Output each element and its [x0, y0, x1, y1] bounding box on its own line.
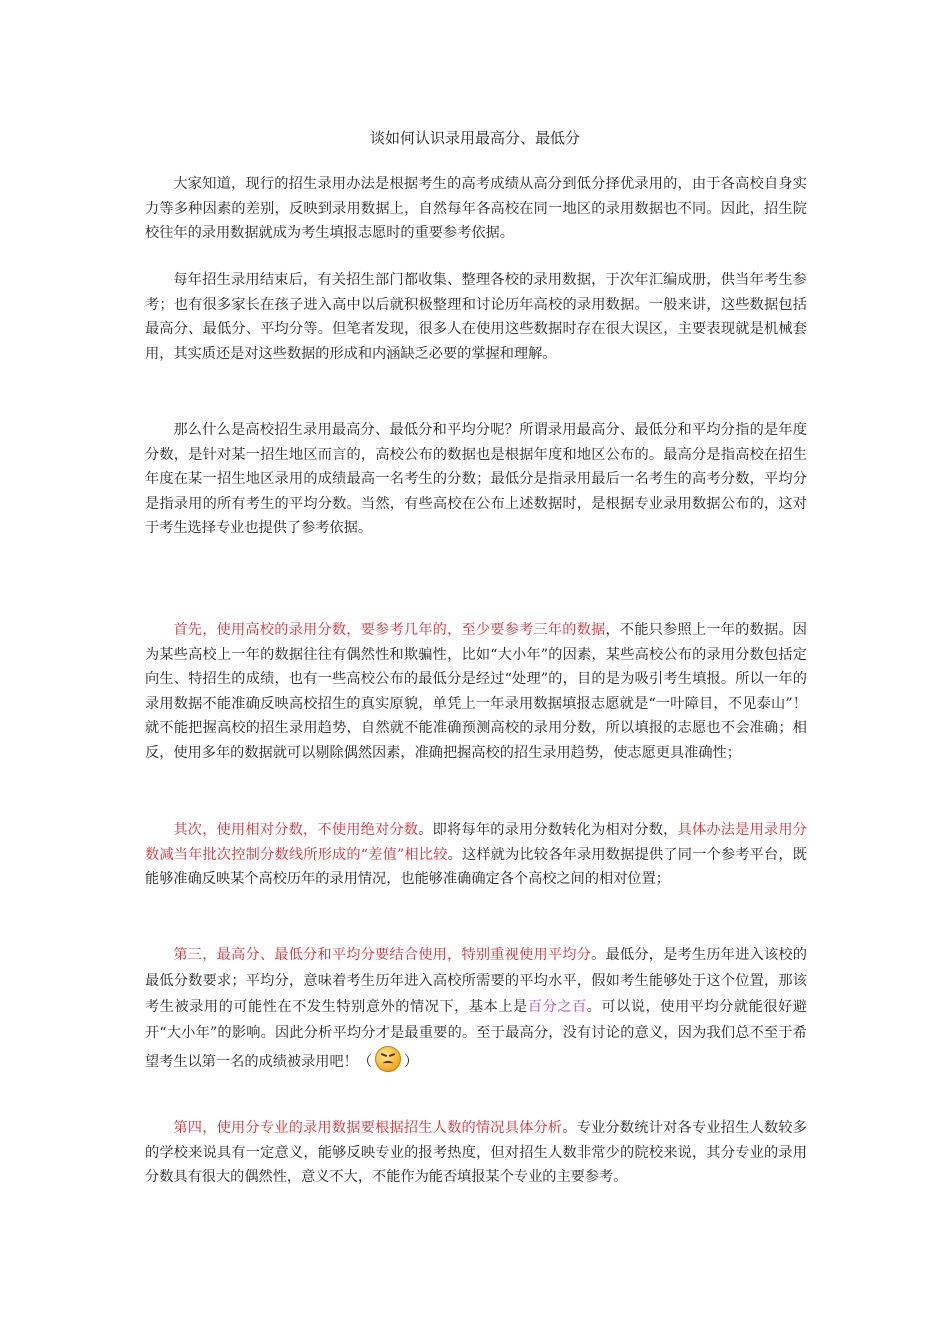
paragraph-definitions: 那么什么是高校招生录用最高分、最低分和平均分呢？所谓录用最高分、最低分和平均分指的是年度分数，是针对某一招生地区而言的，高校公布的数据也是根据年度和地区公布的。最高分是指高校在招生年度在某一招生地区录用的成绩最高一名考生的分数；最低分是指录用最后一名考生的高考分数，平均分是指录用的所有考生的平均分数。当然，有些高校在公布上述数据时，是根据专业录用数据公布的，这对于考生选择专业也提供了参考依据。	[145, 422, 807, 536]
point-three-body-c: ）	[404, 1054, 419, 1070]
point-three-body-b: 。可以说，使用平均分就能很好避开“大小年”的影响。因此分析平均分才是最重要的。至于最高分，没有讨论的意义，因为我们总不至于希望考生以第一名的成绩被录用吧！（	[145, 999, 807, 1070]
point-one-heading: 首先，使用高校的录用分数，要参考几年的，至少要参考三年的数据	[173, 622, 606, 638]
paragraph-point-four	[145, 1116, 807, 1190]
point-two-body-a: 。即将每年的录用分数转化为相对分数，	[418, 822, 678, 838]
point-four-heading: 第四，使用分专业的录用数据要根据招生人数的情况具体分析	[173, 1120, 563, 1136]
paragraph-point-two	[145, 818, 807, 892]
paragraph-data-usage: 每年招生录用结束后，有关招生部门都收集、整理各校的录用数据，于次年汇编成册，供当年考生参考；也有很多家长在孩子进入高中以后就积极整理和讨论历年高校的录用数据。一般来讲，这些数据包括最高分、最低分、平均分等。但笔者发现，很多人在使用这些数据时存在很大误区，主要表现就是机械套用，其实质还是对这些数据的形成和内涵缺乏必要的掌握和理解。	[145, 272, 807, 362]
point-three-heading: 第三，最高分、最低分和平均分要结合使用，特别重视使用平均分	[173, 947, 592, 963]
point-two-heading: 其次，使用相对分数，不使用绝对分数	[173, 822, 419, 838]
paragraph-point-three	[145, 942, 807, 1075]
point-one-body: ，不能只参照上一年的数据。因为某些高校上一年的数据往往有偶然性和欺骗性，比如“大小年”的因素，某些高校公布的录用分数包括定向生、特招生的成绩，也有一些高校公布的最低分是经过“处理”的，目的是为吸引考生填报。所以一年的录用数据不能准确反映高校招生的真实原貌，单凭上一年录用数据填报志愿就是“一叶障目，不见泰山”！就不能把握高校的招生录用趋势，自然就不能准确预测高校的录用分数，所以填报的志愿也不会准确；相反，使用多年的数据就可以剔除偶然因素，准确把握高校的招生录用趋势，使志愿更具准确性；	[145, 622, 807, 761]
point-three-highlight: 百分之百	[527, 999, 587, 1015]
point-three-body-a: 。最低分，是考生历年进入该校的最低分数要求；平均分，意味着考生历年进入高校所需要的平均水平，假如考生能够处于这个位置，那该考生被录用的可能性在不发生特别意外的情况下，基本上是	[145, 947, 807, 1015]
page-title: 谈如何认识录用最高分、最低分	[369, 129, 580, 147]
paragraph-point-one	[145, 618, 807, 765]
paragraph-intro: 大家知道，现行的招生录用办法是根据考生的高考成绩从高分到低分择优录用的，由于各高校自身实力等多种因素的差别，反映到录用数据上，自然每年各高校在同一地区的录用数据也不同。因此，招生院校往年的录用数据就成为考生填报志愿时的重要参考依据。	[145, 176, 807, 241]
point-two-method: 具体办法是用录用分数减当年批次控制分数线所形成的“差值”相比较	[145, 822, 807, 863]
grinning-face-icon	[375, 1046, 401, 1072]
point-four-body: 。专业分数统计对各专业招生人数较多的学校来说具有一定意义，能够反映专业的报考热度，但对招生人数非常少的院校来说，其分专业的录用分数具有很大的偶然性，意义不大，不能作为能否填报某个专业的主要参考。	[145, 1120, 807, 1185]
point-two-body-b: 。这样就为比较各年录用数据提供了同一个参考平台，既能够准确反映某个高校历年的录用情况，也能够准确确定各个高校之间的相对位置；	[145, 846, 807, 887]
